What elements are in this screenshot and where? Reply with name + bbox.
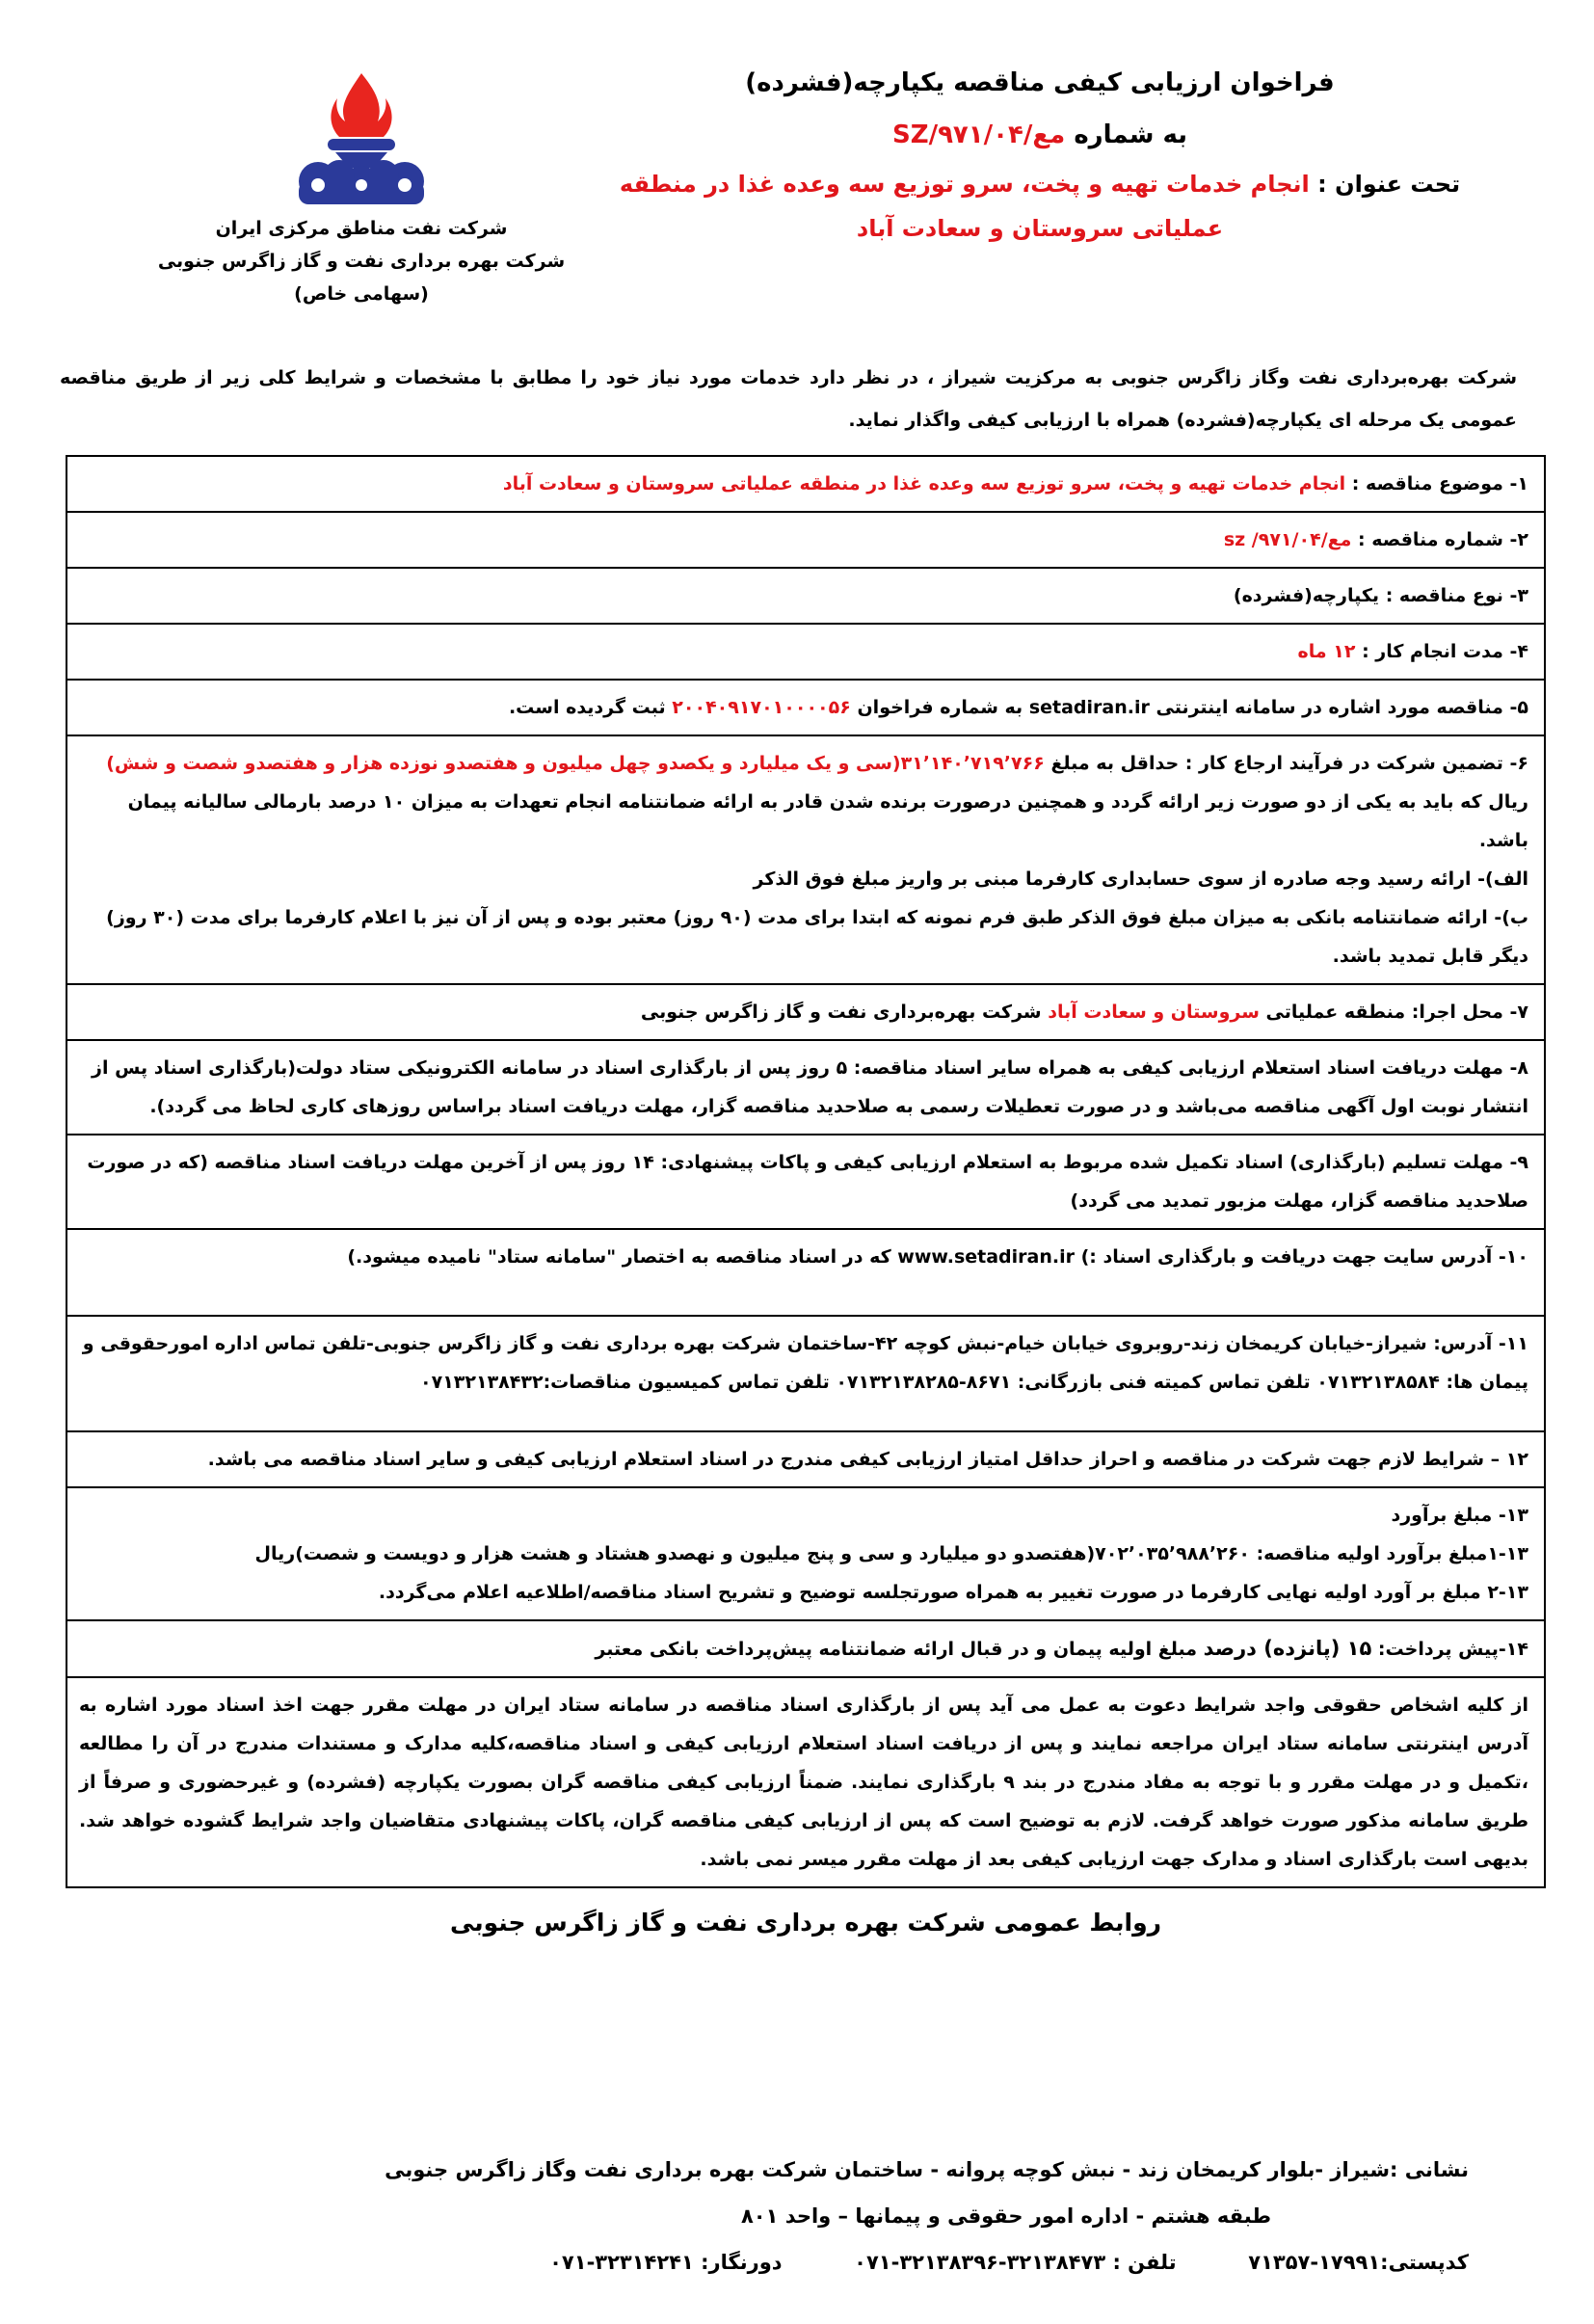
- footer-phone: تلفن : ۳۲۱۳۸۴۷۳-۳۲۱۳۸۳۹۶-۰۷۱: [854, 2251, 1177, 2274]
- term-10-pre: ۱۰- آدرس سایت جهت دریافت و بارگذاری اسناد :): [1080, 1246, 1528, 1268]
- term-7-pre: ۷- محل اجرا: منطقه عملیاتی: [1265, 1002, 1528, 1023]
- closing-paragraph: از کلیه اشخاص حقوقی واجد شرایط دعوت به عمل می آید پس از بارگذاری اسناد مناقصه در سامانه ستاد ایران در مهلت مقرر جهت اخذ اسناد مورد اشاره به آدرس اینترنتی سامانه ستاد ایران مراجعه نمایند و پس از دریافت اسناد استعلام ارزیابی کیفی و اسناد مناقصه،کلیه مدارک و مستندات مندرج در آن را مطالعه ،تکمیل و در مهلت مقرر و با توجه به مفاد مندرج در بند ۹ بارگذاری نمایند. ضمناً ارزیابی کیفی مناقصه گران بصورت یکپارچه (فشرده) و غیرحضوری و صرفاً از طریق سامانه مذکور صورت خواهد گرفت. لازم به توضیح است که پس از ارزیابی کیفی مناقصه گران، پاکات پیشنهادی متقاضیان واجد شرایط گشوده خواهد شد. بدیهی است بارگذاری اسناد و مدارک جهت ارزیابی کیفی بعد از مهلت مقرر میسر نمی باشد.: [79, 1695, 1528, 1870]
- company-line-3: (سهامی خاص): [294, 283, 429, 305]
- term-6-post: ریال که باید به یکی از دو صورت زیر ارائه گردد و همچنین درصورت برنده شدن قادر به ارائه ضمانتنامه انجام تعهدات به میزان ۱۰ درصد بارمالی سالیانه پیمان باشد.: [127, 791, 1528, 851]
- footer-contacts: [351, 2239, 1469, 2285]
- term-row-4: [67, 625, 1544, 681]
- term-row-7: [67, 985, 1544, 1041]
- footer-address: نشانی :شیراز -بلوار کریمخان زند - نبش کوچه پروانه - ساختمان شرکت بهره برداری نفت وگاز زاگرس جنوبی: [385, 2158, 1469, 2181]
- term-13-title: ۱۳- مبلغ برآورد: [1391, 1505, 1528, 1526]
- term-7-post: شرکت بهره‌برداری نفت و گاز زاگرس جنوبی: [640, 1002, 1042, 1023]
- public-relations-signoff: روابط عمومی شرکت بهره برداری نفت و گاز زاگرس جنوبی: [449, 1909, 1162, 1937]
- term-5-mid: به شماره فراخوان: [857, 697, 1023, 718]
- term-4-value: ۱۲ ماه: [1297, 641, 1356, 662]
- footer-fax: دورنگار: ۳۲۳۱۴۲۴۱-۰۷۱: [549, 2251, 783, 2274]
- term-row-2: [67, 513, 1544, 569]
- call-code: ۲۰۰۴۰۹۱۷۰۱۰۰۰۰۵۶: [672, 697, 851, 718]
- term-6-option-a: الف)- ارائه رسید وجه صادره از سوی حسابداری کارفرما مبنی بر واریز مبلغ فوق الذکر: [753, 868, 1528, 890]
- term-row-13: [67, 1488, 1544, 1621]
- term-3-label: ۳- نوع مناقصه :: [1385, 585, 1528, 606]
- term-row-10: [67, 1230, 1544, 1317]
- terms-table: [66, 455, 1546, 1888]
- term-6-pre: ۶- تضمین شرکت در فرآیند ارجاع کار : حداقل به مبلغ: [1050, 753, 1528, 774]
- term-row-6: [67, 736, 1544, 985]
- guarantee-amount: ۳۱٬۱۴۰٬۷۱۹٬۷۶۶(سی و یک میلیارد و یکصدو چهل میلیون و هفتصدو نوزده هزار و هفتصدو شصت و شش): [106, 753, 1045, 774]
- page-header: [0, 0, 1594, 357]
- term-row-12: ۱۲ – شرایط لازم جهت شرکت در مناقصه و احراز حداقل امتیاز ارزیابی کیفی مندرج در اسناد استعلام ارزیابی کیفی و سایر اسناد مناقصه می باشد.: [67, 1432, 1544, 1488]
- term-4-label: ۴- مدت انجام کار :: [1362, 641, 1528, 662]
- term-row-5: [67, 681, 1544, 736]
- term-14-post: مبلغ اولیه پیمان و در قبال ارائه ضمانتنامه پیش‌پرداخت بانکی معتبر: [595, 1639, 1198, 1660]
- notice-number-label: به شماره: [1074, 120, 1187, 149]
- notice-heading: [616, 60, 1464, 251]
- subject-value-line1: انجام خدمات تهیه و پخت، سرو توزیع سه وعده غذا در منطقه: [619, 171, 1310, 198]
- term-row-1: [67, 457, 1544, 513]
- term-7-place: سروستان و سعادت آباد: [1048, 1002, 1260, 1023]
- footer-postal-code: کدپستی:۱۷۹۹۱-۷۱۳۵۷: [1248, 2251, 1469, 2274]
- main-content: [66, 455, 1546, 1944]
- term-row-8: ۸- مهلت دریافت اسناد استعلام ارزیابی کیفی به همراه سایر اسناد مناقصه: ۵ روز پس از بارگذاری اسناد در سامانه الکترونیکی ستاد دولت(بارگذاری اسناد پس از انتشار نوبت اول آگهی مناقصه می‌باشد و در صورت تعطیلات رسمی به صلاحدید مناقصه گزار، مهلت دریافت اسناد براساس روزهای کاری لحاظ می گردد).: [67, 1041, 1544, 1135]
- term-1-value: انجام خدمات تهیه و پخت، سرو توزیع سه وعده غذا در منطقه عملیاتی سروستان و سعادت آباد: [502, 473, 1346, 494]
- term-row-14: [67, 1621, 1544, 1678]
- term-5-post: ثبت گردیده است.: [508, 697, 666, 718]
- term-1-label: ۱- موضوع مناقصه :: [1351, 473, 1528, 494]
- intro-paragraph: شرکت بهره‌برداری نفت وگاز زاگرس جنوبی به مرکزیت شیراز ، در نظر دارد خدمات مورد نیاز خود را مطابق با مشخصات و شرایط کلی زیر از طریق مناقصه عمومی یک مرحله ای یکپارچه(فشرده) همراه با ارزیابی کیفی واگذار نماید.: [60, 367, 1517, 431]
- company-line-1: شرکت نفت مناطق مرکزی ایران: [215, 218, 508, 239]
- company-line-2: شرکت بهره برداری نفت و گاز زاگرس جنوبی: [157, 251, 566, 272]
- term-2-label: ۲- شماره مناقصه :: [1358, 529, 1528, 550]
- term-row-11: ۱۱- آدرس: شیراز-خیابان کریمخان زند-روبروی خیابان خیام-نبش کوچه ۴۲-ساختمان شرکت بهره برداری نفت و گاز زاگرس جنوبی-تلفن تماس اداره امورحقوقی و پیمان ها: ۰۷۱۳۲۱۳۸۵۸۴ تلفن تماس کمیته فنی بازرگانی: ۸۶۷۱-۰۷۱۳۲۱۳۸۲۸۵ تلفن تماس کمیسیون مناقصات:۰۷۱۳۲۱۳۸۴۳۲: [67, 1317, 1544, 1432]
- term-row-9: ۹- مهلت تسلیم (بارگذاری) اسناد تکمیل شده مربوط به استعلام ارزیابی کیفی و پاکات پیشنهادی: ۱۴ روز پس از آخرین مهلت دریافت اسناد مناقصه (که در صورت صلاحدید مناقصه گزار، مهلت مزبور تمدید می گردد): [67, 1135, 1544, 1230]
- subject-value-line2: عملیاتی سروستان و سعادت آباد: [856, 215, 1224, 242]
- term-3-value: یکپارچه(فشرده): [1233, 585, 1380, 606]
- notice-subject: [616, 162, 1464, 251]
- notice-number: [616, 112, 1464, 158]
- notice-number-value: مع/۹۷۱/۰۴/SZ: [891, 120, 1066, 149]
- term-6-option-b: ب)- ارائه ضمانتنامه بانکی به میزان مبلغ فوق الذکر طبق فرم نمونه که ابتدا برای مدت (۹۰ روز) معتبر بوده و پس از آن نیز با اعلام کارفرما برای مدت (۳۰ روز) دیگر قابل تمدید باشد.: [106, 907, 1528, 967]
- notice-title: فراخوان ارزیابی کیفی مناقصه یکپارچه(فشرده): [745, 68, 1335, 97]
- subject-label: تحت عنوان :: [1317, 171, 1461, 198]
- term-14-percent: ۱۵ (پانزده) درصد: [1203, 1637, 1372, 1660]
- company-logo-block: [145, 67, 578, 310]
- footer-floor: طبقه هشتم - اداره امور حقوقی و پیمانها – واحد ۸۰۱: [740, 2204, 1272, 2228]
- nioc-flame-logo-icon: [279, 67, 443, 212]
- term-13-sub2: ۲-۱۳ مبلغ بر آورد اولیه نهایی کارفرما در صورت تغییر به همراه صورتجلسه توضیح و تشریح اسناد مناقصه/اطلاعیه اعلام می‌گردد.: [378, 1582, 1528, 1603]
- footer-address-block: [351, 2147, 1469, 2285]
- term-2-value: مع/۹۷۱/۰۴/ sz: [1223, 529, 1352, 550]
- term-row-3: [67, 569, 1544, 625]
- term-14-pre: ۱۴-پیش پرداخت:: [1377, 1639, 1528, 1660]
- term-10-post: که در اسناد مناقصه به اختصار "سامانه ستاد" نامیده میشود.): [347, 1246, 891, 1268]
- term-5-pre: ۵- مناقصه مورد اشاره در سامانه اینترنتی: [1156, 697, 1528, 718]
- setad-site-link[interactable]: setadiran.ir: [1028, 697, 1150, 718]
- term-13-sub1: ۱-۱۳مبلغ برآورد اولیه مناقصه: ۷۰۲٬۰۳۵٬۹۸۸٬۲۶۰(هفتصدو دو میلیارد و سی و پنج میلیون و نهصدو هشتاد و هشت هزار و دویست و شصت)ریال: [254, 1543, 1528, 1564]
- setad-www-link[interactable]: www.setadiran.ir: [897, 1246, 1075, 1268]
